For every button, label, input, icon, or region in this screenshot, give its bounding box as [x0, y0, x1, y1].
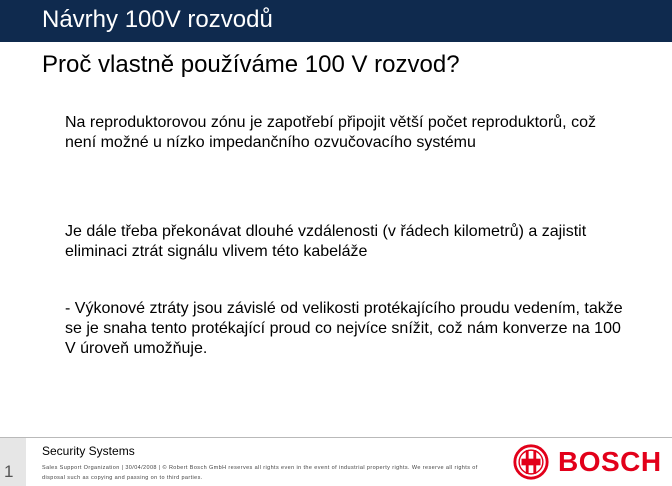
brand-wordmark: BOSCH	[558, 446, 662, 477]
page-subtitle: Proč vlastně používáme 100 V rozvod?	[42, 51, 460, 78]
paragraph-1: Na reproduktorovou zónu je zapotřebí připojit větší počet reproduktorů, což není možné u nízko impedančního ozvučovacího systému	[65, 114, 596, 151]
footer-legal-text: Sales Support Organization | 30/04/2008 | © Robert Bosch GmbH reserves all rights even in the event of industrial property rights. We reserve all rights of disposal such as copying and passing on to third parties.	[42, 465, 478, 481]
paragraph-3: - Výkonové ztráty jsou závislé od velikosti protékajícího proudu vedením, takže se je snaha tento protékající proud co nejvíce snížit, což nám konverze na 100 V úroveň umožňuje.	[65, 300, 623, 357]
bosch-logo	[512, 443, 662, 481]
bosch-armature-icon	[512, 443, 550, 481]
paragraph-2: Je dále třeba překonávat dlouhé vzdálenosti (v řádech kilometrů) a zajistit eliminaci ztrát signálu vlivem této kabeláže	[65, 223, 587, 260]
page-title: Návrhy 100V rozvodů	[42, 6, 273, 33]
page-number: 1	[4, 462, 14, 481]
footer-divider	[0, 437, 672, 438]
footer-department: Security Systems	[42, 444, 135, 458]
